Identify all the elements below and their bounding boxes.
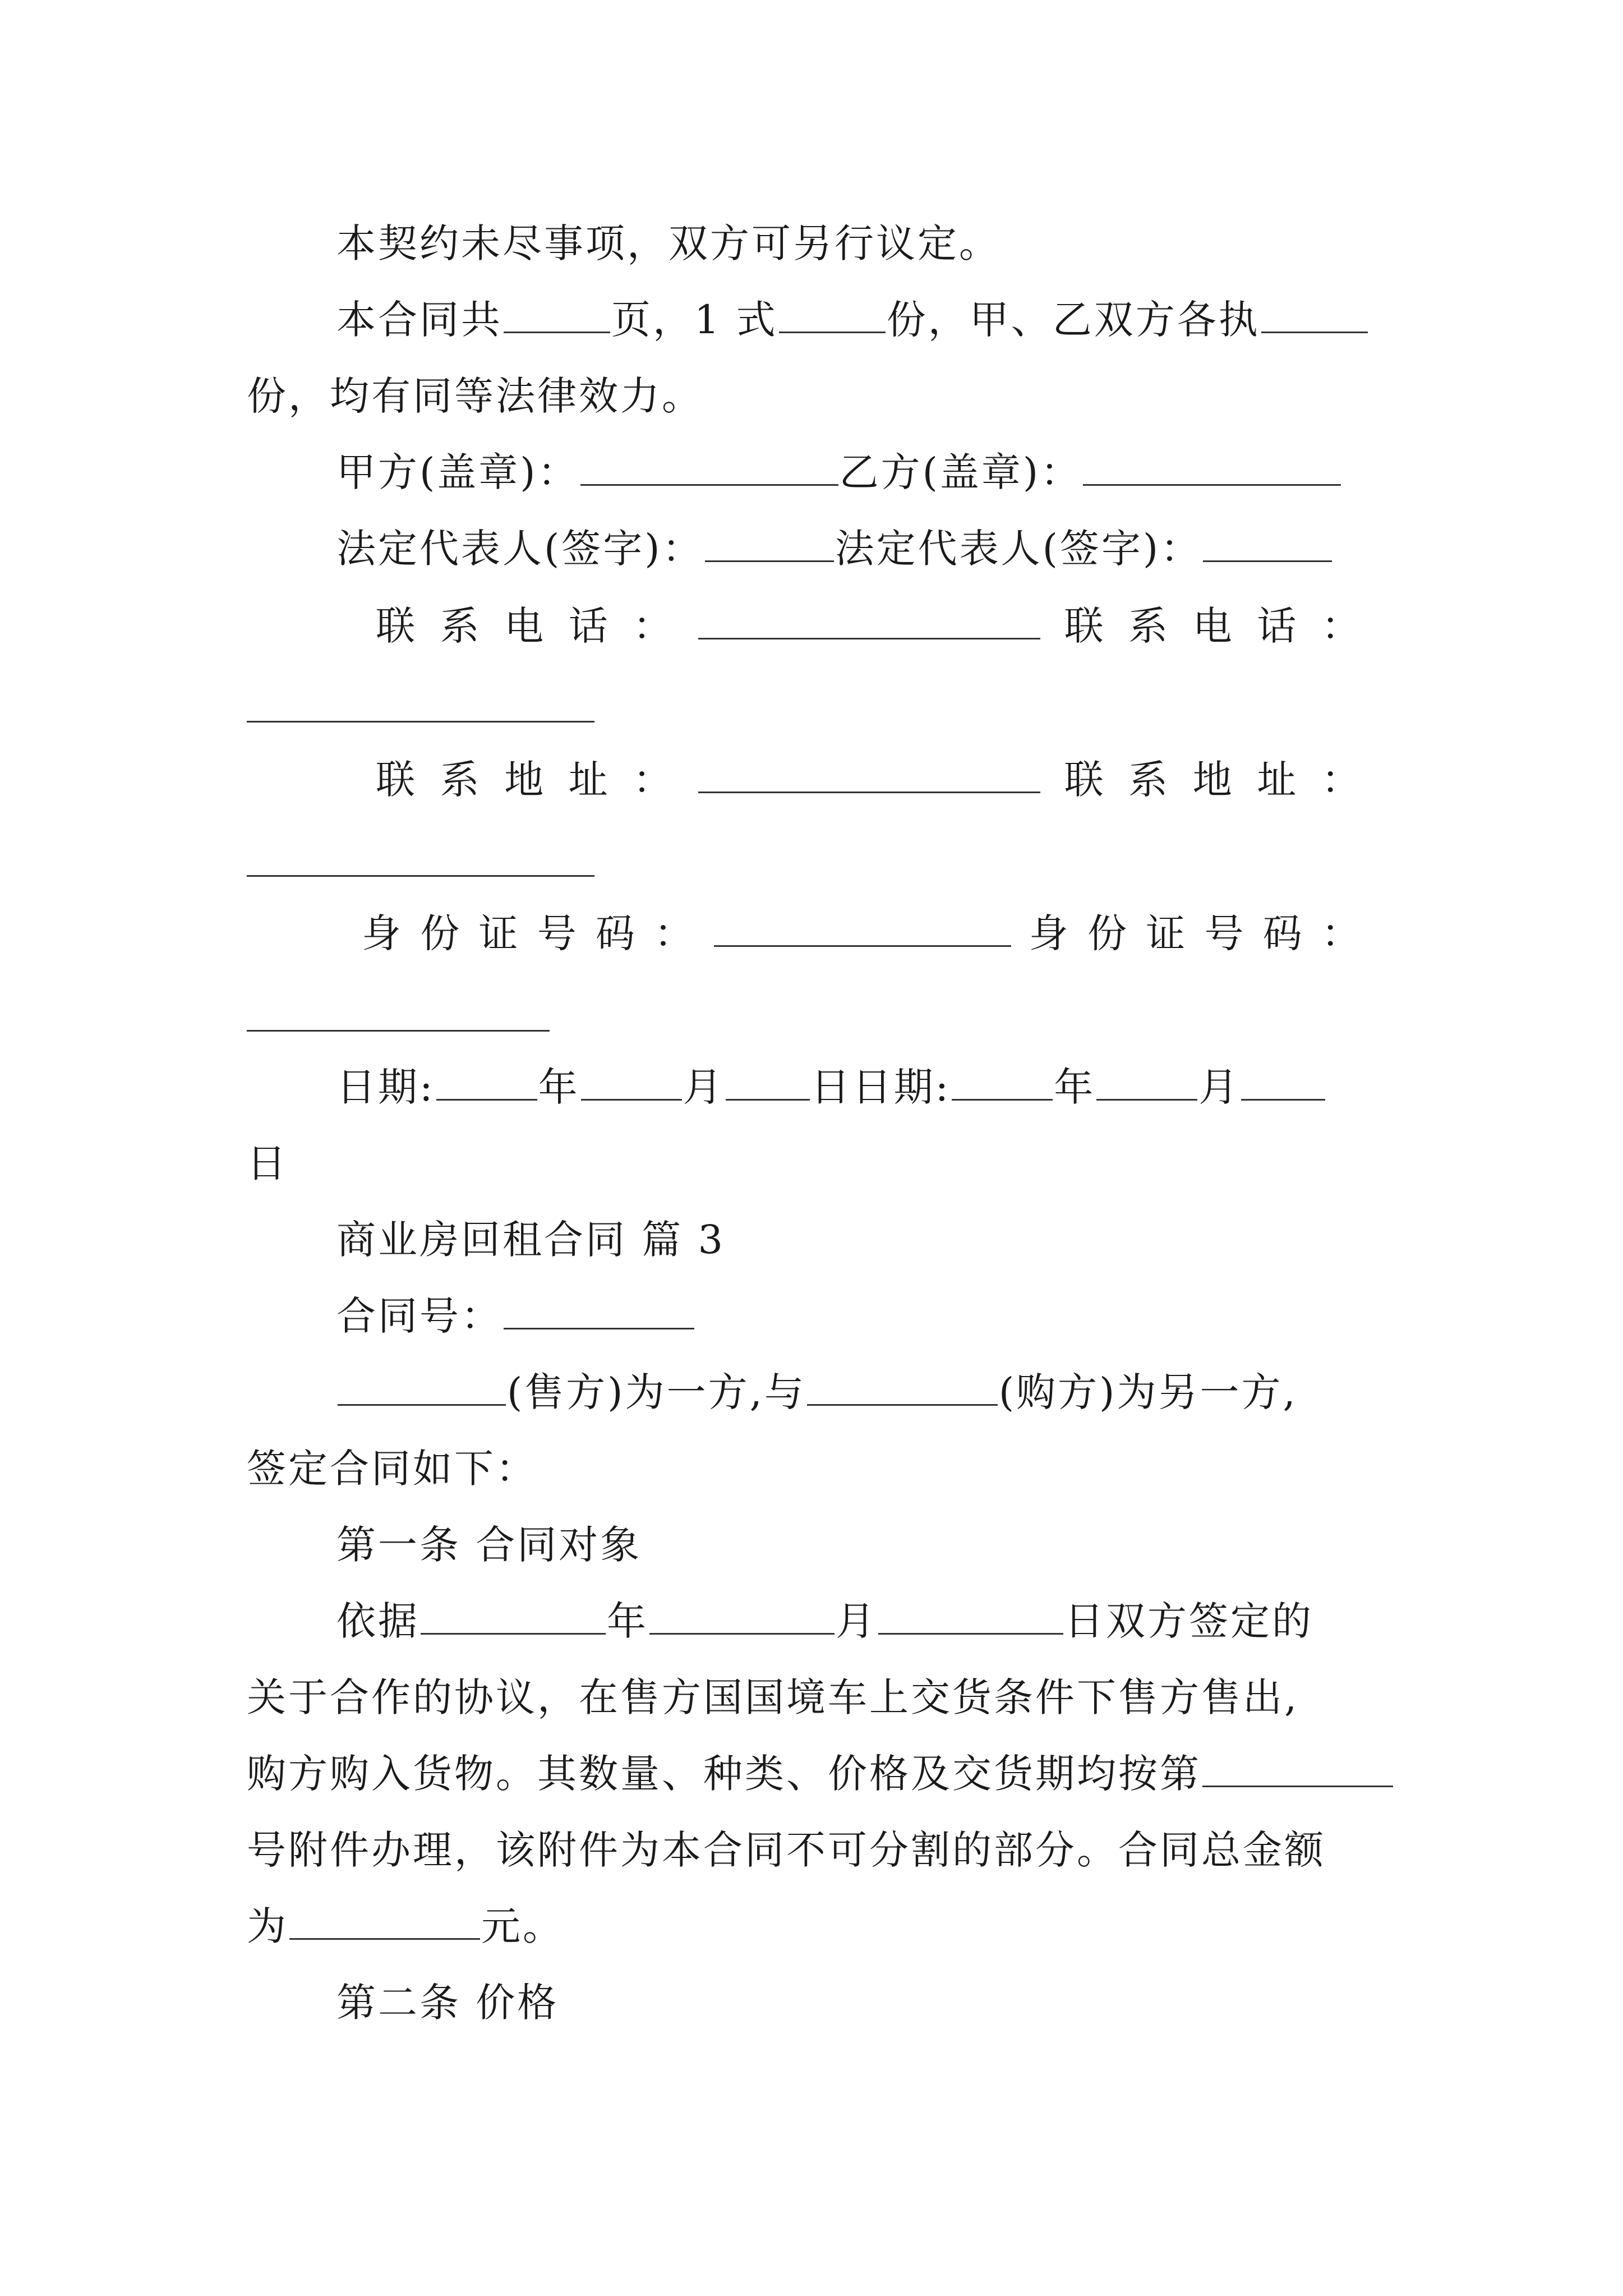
party-b-seal-label: 乙方(盖章)： [839, 449, 1082, 495]
phone-char: 系 [1128, 603, 1170, 649]
phone-char: 电 [1192, 603, 1234, 649]
id-char: 号 [537, 910, 579, 956]
blank-field [504, 1293, 694, 1329]
blank-field [289, 1903, 480, 1940]
blank-field [504, 297, 610, 333]
id-number-line [362, 905, 1363, 961]
phone-char: 电 [504, 603, 546, 649]
blank-field [1261, 297, 1368, 333]
blank-field [580, 449, 838, 486]
party-a-seal-label: 甲方(盖章)： [336, 449, 579, 495]
sign-intro: 签定合同如下： [247, 1446, 537, 1492]
address-char: 址 [568, 757, 610, 803]
body-text: 购方购入货物。其数量、种类、价格及交货期均按第 [247, 1751, 1201, 1797]
id-char: 码 [596, 910, 637, 956]
clause-legal-effect: 份，均有同等法律效力。 [247, 373, 703, 419]
legal-rep-line [336, 521, 1333, 577]
blank-field [698, 757, 1040, 793]
blank-field [726, 1064, 810, 1101]
id-char: ： [1321, 910, 1363, 956]
address-char: ： [633, 757, 675, 803]
body-text: 元。 [481, 1903, 564, 1949]
blank-field [421, 1598, 606, 1635]
phone-char: 话 [1257, 603, 1299, 649]
day-label: 日 [247, 1140, 288, 1186]
blank-field [807, 1369, 998, 1406]
id-char: 证 [478, 910, 520, 956]
party-seal-line [336, 444, 1342, 500]
phone-line [376, 598, 1363, 654]
basis-text: 日双方签定的 [1064, 1598, 1313, 1644]
blank-field [1096, 1064, 1197, 1101]
day-date-label: 日日期: [810, 1064, 951, 1110]
blank-field [1083, 449, 1341, 486]
article-1-title: 第一条 合同对象 [336, 1522, 642, 1568]
address-char: 址 [1257, 757, 1299, 803]
clause-pages-copies [336, 292, 1369, 348]
address-char: 联 [1064, 757, 1106, 803]
id-char: 号 [1204, 910, 1246, 956]
blank-field [338, 1369, 506, 1406]
blank-field [698, 603, 1040, 639]
party-b-rep-label: 法定代表人(签字)： [834, 526, 1202, 572]
blank-field [581, 1064, 682, 1101]
contract-number-line [336, 1288, 695, 1344]
year-label: 年 [1054, 1064, 1096, 1110]
contract-number-label: 合同号： [336, 1293, 502, 1339]
address-char: 地 [504, 757, 546, 803]
blank-field [247, 1030, 550, 1032]
address-char: ： [1321, 757, 1363, 803]
body-line: 关于合作的协议，在售方国国境车上交货条件下售方售出, [247, 1674, 1299, 1720]
basis-label: 依据 [336, 1598, 419, 1644]
basis-line [336, 1593, 1313, 1649]
seller-text: (售方)为一方,与 [507, 1369, 806, 1415]
id-char: 份 [1087, 910, 1129, 956]
date-label: 日期: [336, 1064, 435, 1110]
body-line: 号附件办理，该附件为本合同不可分割的部分。合同总金额 [247, 1827, 1326, 1873]
blank-field [436, 1064, 537, 1101]
parties-line [336, 1364, 1298, 1420]
blank-field [1241, 1064, 1325, 1101]
blank-field [1202, 1751, 1393, 1787]
address-char: 系 [440, 757, 482, 803]
article-2-title: 第二条 价格 [336, 1980, 559, 2026]
blank-field [1203, 526, 1332, 562]
phone-char: ： [633, 603, 675, 649]
blank-field [247, 721, 594, 723]
text-segment: 份，甲、乙双方各执 [886, 297, 1260, 343]
address-char: 地 [1192, 757, 1234, 803]
address-line [376, 752, 1363, 808]
address-char: 系 [1128, 757, 1170, 803]
phone-char: 话 [568, 603, 610, 649]
text-segment: 本合同共 [336, 297, 502, 343]
phone-char: ： [1321, 603, 1363, 649]
blank-field [878, 1598, 1063, 1635]
text-segment: 页，1 式 [611, 297, 778, 343]
id-char: 码 [1262, 910, 1304, 956]
year-label: 年 [538, 1064, 580, 1110]
id-char: ： [654, 910, 696, 956]
total-amount-line [247, 1898, 564, 1954]
blank-field [705, 526, 834, 562]
year-label: 年 [607, 1598, 648, 1644]
blank-field [714, 910, 1011, 947]
phone-char: 联 [1064, 603, 1106, 649]
section-heading: 商业房回租合同 篇 3 [336, 1217, 726, 1263]
clause-unsettled-matters: 本契约未尽事项，双方可另行议定。 [336, 220, 1000, 266]
blank-field [779, 297, 886, 333]
month-label: 月 [683, 1064, 725, 1110]
date-line [336, 1059, 1326, 1115]
body-text: 为 [247, 1903, 288, 1949]
address-char: 联 [376, 757, 417, 803]
party-a-rep-label: 法定代表人(签字)： [336, 526, 704, 572]
month-label: 月 [1198, 1064, 1241, 1110]
blank-field [649, 1598, 834, 1635]
phone-char: 系 [440, 603, 482, 649]
body-line [247, 1746, 1394, 1802]
id-char: 份 [420, 910, 462, 956]
id-char: 身 [362, 910, 403, 956]
blank-field [247, 875, 594, 877]
blank-field [952, 1064, 1053, 1101]
buyer-text: (购方)为另一方, [998, 1369, 1298, 1415]
id-char: 证 [1146, 910, 1188, 956]
id-char: 身 [1029, 910, 1071, 956]
phone-char: 联 [376, 603, 417, 649]
month-label: 月 [836, 1598, 877, 1644]
